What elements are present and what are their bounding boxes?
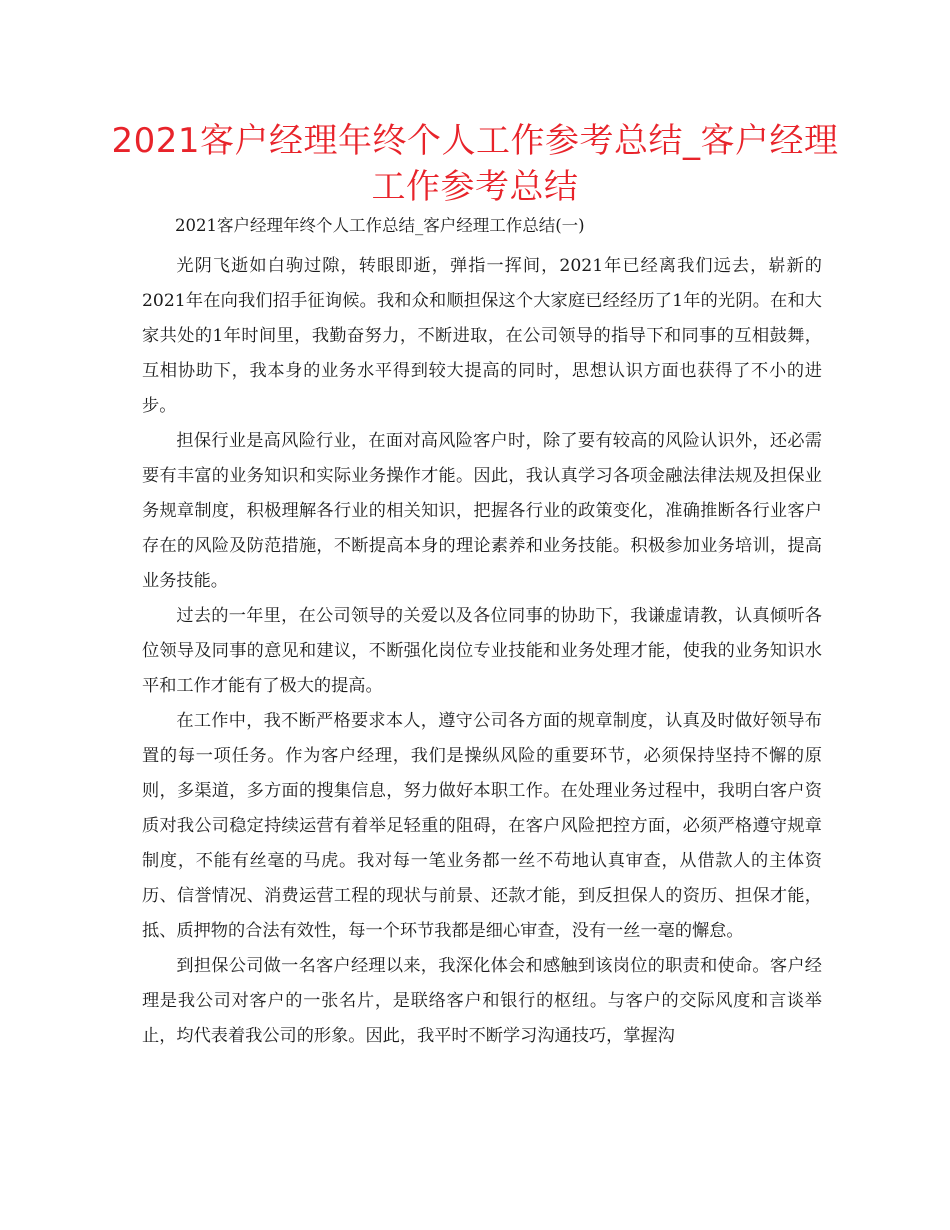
paragraph-1: 光阴飞逝如白驹过隙，转眼即逝，弹指一挥间，2021年已经离我们远去，崭新的2021年在向我们招手征询候。我和众和顺担保这个大家庭已经经历了1年的光阴。在和大家共处的1年时间里，我勤奋努力，不断进取，在公司领导的指导下和同事的互相鼓舞，互相协助下，我本身的业务水平得到较大提高的同时，思想认识方面也获得了不小的进步。 [142,256,822,416]
paragraph-3: 过去的一年里，在公司领导的关爱以及各位同事的协助下，我谦虚请教，认真倾听各位领导及同事的意见和建议，不断强化岗位专业技能和业务处理才能，使我的业务知识水平和工作才能有了极大的提高。 [142,606,822,696]
document-subtitle: 2021客户经理年终个人工作总结_客户经理工作总结(一) [175,216,585,235]
document-title: 2021客户经理年终个人工作参考总结_客户经理工作参考总结 [111,121,839,207]
paragraph-5: 到担保公司做一名客户经理以来，我深化体会和感触到该岗位的职责和使命。客户经理是我公司对客户的一张名片，是联络客户和银行的枢纽。与客户的交际风度和言谈举止，均代表着我公司的形象。因此，我平时不断学习沟通技巧，掌握沟 [142,956,822,1046]
paragraph-2: 担保行业是高风险行业，在面对高风险客户时，除了要有较高的风险认识外，还必需要有丰富的业务知识和实际业务操作才能。因此，我认真学习各项金融法律法规及担保业务规章制度，积极理解各行业的相关知识，把握各行业的政策变化，准确推断各行业客户存在的风险及防范措施，不断提高本身的理论素养和业务技能。积极参加业务培训，提高业务技能。 [142,431,822,591]
document-body [142,208,822,1054]
paragraph-4: 在工作中，我不断严格要求本人，遵守公司各方面的规章制度，认真及时做好领导布置的每一项任务。作为客户经理，我们是操纵风险的重要环节，必须保持坚持不懈的原则，多渠道，多方面的搜集信息，努力做好本职工作。在处理业务过程中，我明白客户资质对我公司稳定持续运营有着举足轻重的阻碍，在客户风险把控方面，必须严格遵守规章制度，不能有丝毫的马虎。我对每一笔业务都一丝不苟地认真审查，从借款人的主体资历、信誉情况、消费运营工程的现状与前景、还款才能，到反担保人的资历、担保才能，抵、质押物的合法有效性，每一个环节我都是细心审查，没有一丝一毫的懈怠。 [142,711,822,941]
